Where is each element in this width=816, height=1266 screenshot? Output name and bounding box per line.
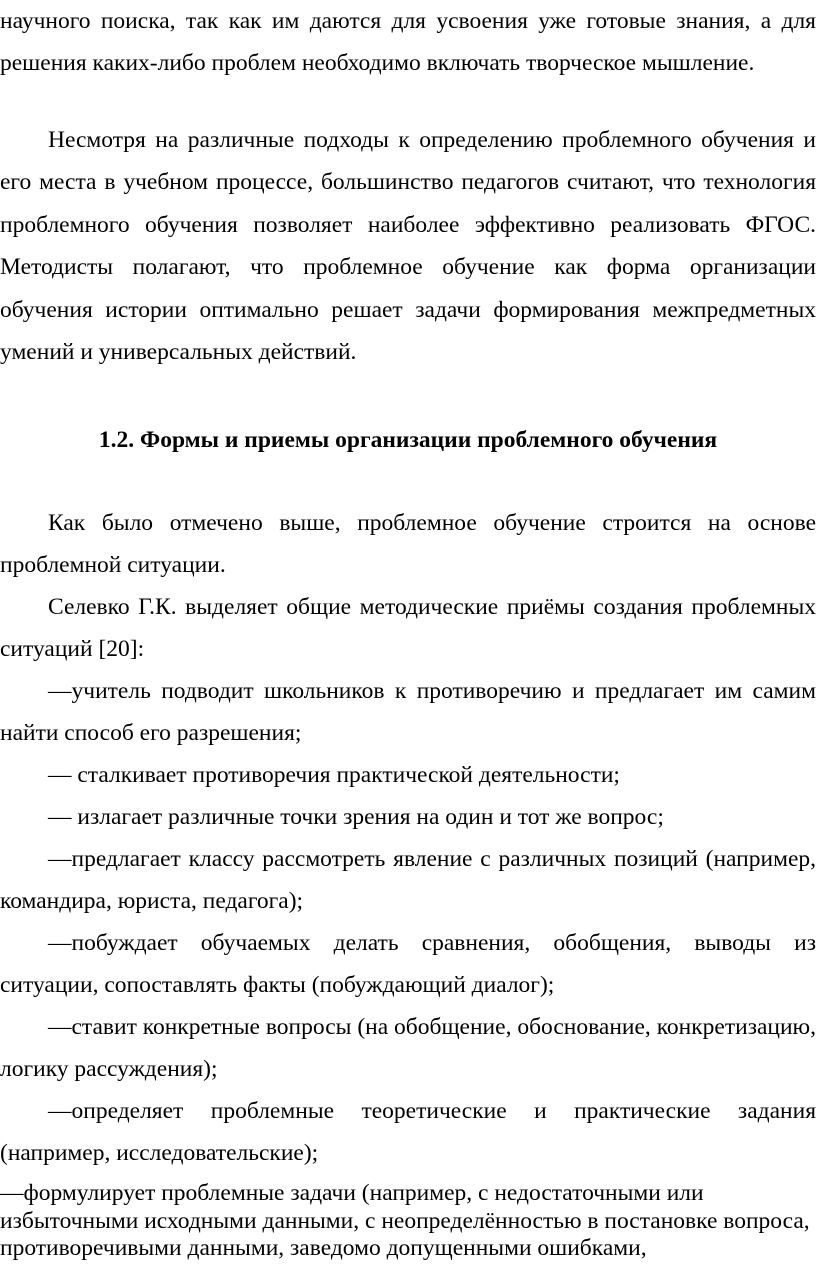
list-item: —ставит конкретные вопросы (на обобщение, обоснование, конкретизацию, логику рассуждения); — [0, 1014, 816, 1083]
section-heading: 1.2. Формы и приемы организации проблемного обучения — [98, 427, 718, 453]
list-item: —учитель подводит школьников к противоречию и предлагает им самим найти способ его разрешения; — [0, 678, 816, 747]
list-item: —определяет проблемные теоретические и практические задания (например, исследовательские); — [0, 1098, 816, 1167]
list-item: —побуждает обучаемых делать сравнения, обобщения, выводы из ситуации, сопоставлять факты (побуждающий диалог); — [0, 930, 816, 999]
list-item: — излагает различные точки зрения на один и тот же вопрос; — [48, 804, 664, 830]
paragraph-continuation: научного поиска, так как им даются для усвоения уже готовые знания, а для решения каких-либо проблем необходимо включать творческое мышление. — [0, 8, 816, 77]
paragraph-selevko: Селевко Г.К. выделяет общие методические приёмы создания проблемных ситуаций [20]: — [0, 594, 816, 663]
list-item: —формулирует проблемные задачи (например, с недостаточными или избыточными исходными данными, с неопределённостью в постановке вопроса, противоречивыми данными, заведомо допущенными ошибками, — [0, 1180, 810, 1261]
list-item: —предлагает классу рассмотреть явление с различных позиций (например, командира, юриста, педагога); — [0, 846, 816, 915]
paragraph-problem-situation: Как было отмечено выше, проблемное обучение строится на основе проблемной ситуации. — [0, 510, 816, 579]
list-item: — сталкивает противоречия практической деятельности; — [48, 762, 620, 788]
paragraph-approaches: Несмотря на различные подходы к определению проблемного обучения и его места в учебном процессе, большинство педагогов считают, что технология проблемного обучения позволяет наиболее эффективно реализовать ФГОС. Методисты полагают, что проблемное обучение как форма организации обучения истории оптимально решает задачи формирования межпредметных умений и универсальных действий. — [0, 127, 816, 366]
